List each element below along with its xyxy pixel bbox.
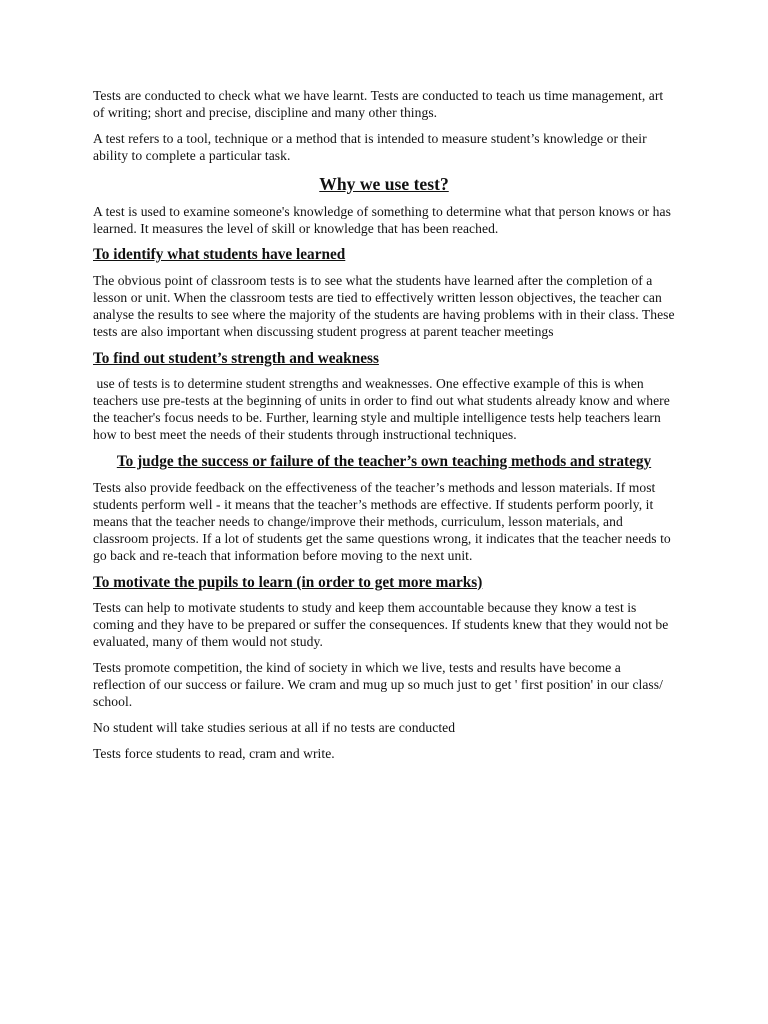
section-paragraph-motivate-4: Tests force students to read, cram and write. xyxy=(93,745,335,761)
section-paragraph-identify: The obvious point of classroom tests is to see what the students have learned after the completion of a lesson or unit. When the classroom tests are tied to effectively written lesson objectives, the teacher can analyse the results to see where the majority of the students are having problems with in their class. These tests are also important when discussing student progress at parent teacher meetings xyxy=(93,272,675,339)
intro-paragraph-2: A test refers to a tool, technique or a method that is intended to measure student’s knowledge or their ability to complete a particular task. xyxy=(93,130,647,163)
section-paragraph-motivate-2: Tests promote competition, the kind of society in which we live, tests and results have become a reflection of our success or failure. We cram and mug up so much just to get ' first position' in our class/ school. xyxy=(93,659,663,709)
section-paragraph-strength-weakness: use of tests is to determine student strengths and weaknesses. One effective example of this is when teachers use pre-tests at the beginning of units in order to find out what students already know and where the teacher's focus needs to be. Further, learning style and multiple intelligence tests help teachers learn how to best meet the needs of their students through instructional techniques. xyxy=(93,376,674,442)
document-title: Why we use test? xyxy=(319,173,449,194)
intro-paragraph-1: Tests are conducted to check what we have learnt. Tests are conducted to teach us time management, art of writing; short and precise, discipline and many other things. xyxy=(93,88,664,120)
section-paragraph-judge-success: Tests also provide feedback on the effectiveness of the teacher’s methods and lesson materials. If most students perform well - it means that the teacher’s methods are effective. If students perform poorly, it means that the teacher needs to change/improve their methods, curriculum, lesson materials, and classroom projects. If a lot of students get the same questions wrong, it indicates that the teacher needs to go back and re-teach that information before moving to the next unit. xyxy=(93,480,671,563)
section-heading-judge-success: To judge the success or failure of the teacher’s own teaching methods and strategy xyxy=(116,452,652,470)
section-paragraph-motivate-1: Tests can help to motivate students to study and keep them accountable because they know a test is coming and they have to be prepared or suffer the consequences. If students knew that they would not be evaluated, many of them would not study. xyxy=(93,600,669,650)
why-paragraph: A test is used to examine someone's knowledge of something to determine what that person knows or has learned. It measures the level of skill or knowledge that has been reached. xyxy=(93,203,671,236)
section-heading-identify: To identify what students have learned xyxy=(93,246,346,264)
section-heading-strength-weakness: To find out student’s strength and weakness xyxy=(93,349,379,367)
document-page xyxy=(93,88,675,771)
section-heading-motivate: To motivate the pupils to learn (in order to get more marks) xyxy=(93,573,483,591)
section-paragraph-motivate-3: No student will take studies serious at all if no tests are conducted xyxy=(93,719,456,735)
